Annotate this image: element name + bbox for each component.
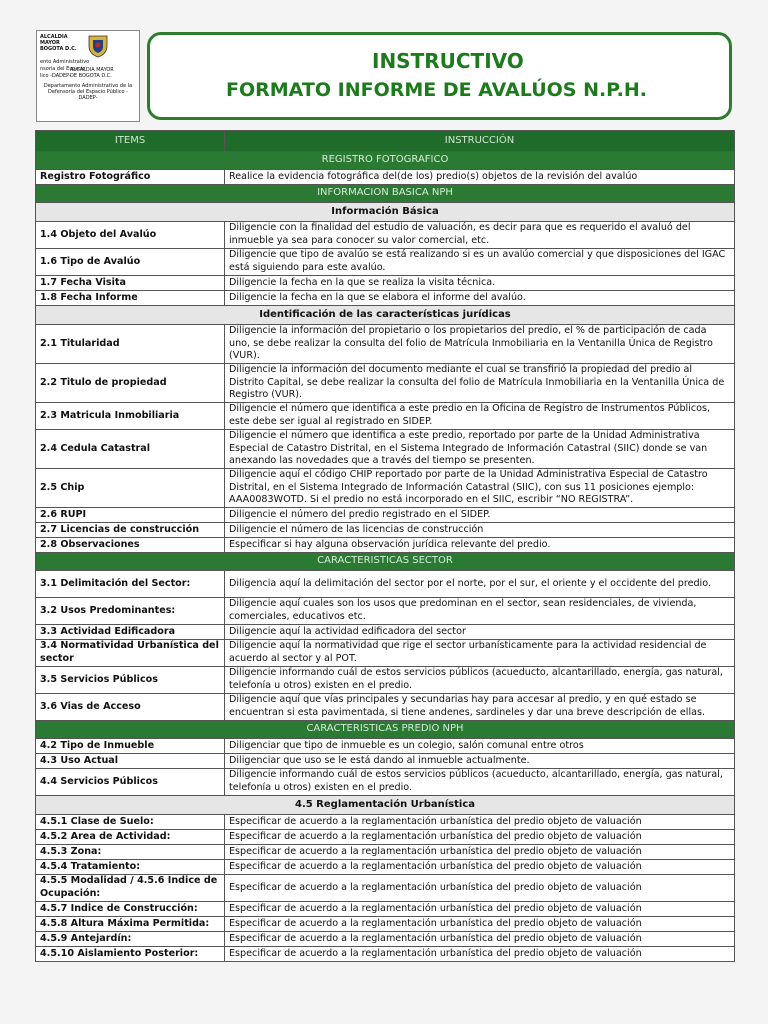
logo-org-line1: ALCALDIA MAYOR (40, 34, 68, 46)
instruction-cell: Especificar de acuerdo a la reglamentación urbanística del predio objeto de valuación (225, 830, 735, 845)
table-row (36, 815, 735, 830)
instruction-cell: Diligencie aquí el código CHIP reportado por parte de la Unidad Administrativa Especial de Catastro Distrital, en el Sistema Integrado de Información Catastral (SIIC), con sus 11 posiciones ejemplo: AAA0083WOTD. Si el predio no está incorporado en el SIIC, escribir “NO REGISTRA”. (225, 469, 735, 508)
table-row (36, 598, 735, 625)
header-items: ITEMS (36, 131, 225, 152)
section-header-row (36, 185, 735, 203)
instruction-cell: Diligencie informando cuál de estos servicios públicos (acueducto, alcantarillado, energía, gas natural, telefonía u otros) existen en el predio. (225, 769, 735, 796)
logo-department: Departamento Administrativo de la Defensoría del Espacio Público -DADEP- (43, 83, 133, 101)
document-title: INSTRUCTIVO (372, 49, 524, 73)
logo-line: ento Administrativo (40, 59, 90, 65)
item-cell: 4.5.7 Indice de Construcción: (36, 902, 225, 917)
item-cell: 4.5.10 Aislamiento Posterior: (36, 947, 225, 962)
table-header-row (36, 131, 735, 152)
table-row (36, 830, 735, 845)
table-row (36, 625, 735, 640)
table-row (36, 571, 735, 598)
item-cell: 3.1 Delimitación del Sector: (36, 571, 225, 598)
table-row (36, 739, 735, 754)
table-row (36, 947, 735, 962)
instruction-cell: Diligenciar que tipo de inmueble es un colegio, salón comunal entre otros (225, 739, 735, 754)
instruction-cell: Diligencie informando cuál de estos servicios públicos (acueducto, alcantarillado, energía, gas natural, telefonía u otros) existen en el predio. (225, 667, 735, 694)
title-box (147, 32, 732, 120)
logo-seal-line1: ALCALDIA MAYOR (70, 67, 114, 73)
coat-of-arms-icon (87, 34, 109, 58)
item-cell: 3.6 Vias de Acceso (36, 694, 225, 721)
instruction-cell: Diligencia aquí la delimitación del sector por el norte, por el sur, el oriente y el occidente del predio. (225, 571, 735, 598)
item-cell: 4.5.1 Clase de Suelo: (36, 815, 225, 830)
instruction-cell: Especificar de acuerdo a la reglamentación urbanística del predio objeto de valuación (225, 932, 735, 947)
subsection-title: Información Básica (36, 203, 735, 222)
table-row (36, 902, 735, 917)
table-row (36, 917, 735, 932)
table-row (36, 932, 735, 947)
instruction-cell: Diligencie que tipo de avalúo se está realizando si es un avalúo comercial y que disposiciones del IGAC está siguiendo para este avalúo. (225, 249, 735, 276)
instruction-cell: Realice la evidencia fotográfica del(de los) predio(s) objetos de la revisión del avalúo (225, 170, 735, 185)
item-cell: 4.5.5 Modalidad / 4.5.6 Indice de Ocupación: (36, 875, 225, 902)
table-row (36, 170, 735, 185)
item-cell: 4.5.8 Altura Máxima Permitida: (36, 917, 225, 932)
table-row (36, 276, 735, 291)
instruction-cell: Diligencie aquí la normatividad que rige el sector urbanísticamente para la actividad residencial de acuerdo al sector y al POT. (225, 640, 735, 667)
logo-seal-line2: DE BOGOTA D.C. (70, 73, 112, 79)
item-cell: 1.8 Fecha Informe (36, 291, 225, 306)
header-instruction: INSTRUCCIÓN (225, 131, 735, 152)
instruction-cell: Diligencie aquí que vías principales y secundarias hay para accesar al predio, y en qué estado se encuentran si esta pavimentada, si tiene andenes, sardineles y dar una breve descripción de ellas. (225, 694, 735, 721)
item-cell: 4.2 Tipo de Inmueble (36, 739, 225, 754)
instruction-cell: Diligencie aquí cuales son los usos que predominan en el sector, sean residenciales, de vivienda, comerciales, educativos etc. (225, 598, 735, 625)
instruction-cell: Diligencie la información del propietario o los propietarios del predio, el % de participación de cada uno, se debe realizar la consulta del folio de Matrícula Inmobiliaria en la Ventanilla Única de Registro (VUR). (225, 325, 735, 364)
section-header-row (36, 721, 735, 739)
instruction-cell: Diligencie la fecha en la que se elabora el informe del avalúo. (225, 291, 735, 306)
table-row (36, 538, 735, 553)
instruction-cell: Especificar de acuerdo a la reglamentación urbanística del predio objeto de valuación (225, 815, 735, 830)
instruction-cell: Diligencie con la finalidad del estudio de valuación, es decir para que es requerido el avaluó del inmueble ya sea para conocer su valor comercial, etc. (225, 222, 735, 249)
logo-org-line2: BOGOTA D.C. (40, 46, 77, 52)
instructions-table (35, 130, 735, 962)
item-cell: 1.4 Objeto del Avalúo (36, 222, 225, 249)
instruction-cell: Especificar de acuerdo a la reglamentación urbanística del predio objeto de valuación (225, 917, 735, 932)
item-cell: 4.5.4 Tratamiento: (36, 860, 225, 875)
table-row (36, 430, 735, 469)
table-row (36, 667, 735, 694)
instruction-cell: Diligencie aquí la actividad edificadora del sector (225, 625, 735, 640)
logo-line: nsoria del Espacio (40, 66, 86, 72)
table-row (36, 694, 735, 721)
table-row (36, 845, 735, 860)
item-cell: 1.7 Fecha Visita (36, 276, 225, 291)
section-header-row (36, 152, 735, 170)
section-title: REGISTRO FOTOGRAFICO (36, 152, 735, 170)
item-cell: 3.4 Normatividad Urbanística del sector (36, 640, 225, 667)
logo-line: lico -DADEP- (40, 73, 71, 79)
table-row (36, 860, 735, 875)
instruction-cell: Especificar de acuerdo a la reglamentación urbanística del predio objeto de valuación (225, 902, 735, 917)
item-cell: 4.5.9 Antejardín: (36, 932, 225, 947)
instruction-cell: Diligencie la fecha en la que se realiza la visita técnica. (225, 276, 735, 291)
instruction-cell: Especificar de acuerdo a la reglamentación urbanística del predio objeto de valuación (225, 860, 735, 875)
table-row (36, 769, 735, 796)
item-cell: 4.4 Servicios Públicos (36, 769, 225, 796)
item-cell: 2.1 Titularidad (36, 325, 225, 364)
institution-logo (36, 30, 140, 122)
item-cell: 2.4 Cedula Catastral (36, 430, 225, 469)
instruction-cell: Diligencie el número que identifica a este predio en la Oficina de Registro de Instrumentos Públicos, este debe ser igual al registrado en SIDEP. (225, 403, 735, 430)
table-row (36, 364, 735, 403)
item-cell: 3.2 Usos Predominantes: (36, 598, 225, 625)
item-cell: 1.6 Tipo de Avalúo (36, 249, 225, 276)
table-row (36, 523, 735, 538)
table-row (36, 754, 735, 769)
section-title: CARACTERISTICAS SECTOR (36, 553, 735, 571)
instruction-cell: Diligencie el número del predio registrado en el SIDEP. (225, 508, 735, 523)
table-row (36, 249, 735, 276)
instruction-cell: Diligencie el número de las licencias de construcción (225, 523, 735, 538)
table-row (36, 469, 735, 508)
table-row (36, 875, 735, 902)
table-row (36, 222, 735, 249)
subsection-title: Identificación de las características jurídicas (36, 306, 735, 325)
item-cell: 4.3 Uso Actual (36, 754, 225, 769)
instruction-cell: Especificar de acuerdo a la reglamentación urbanística del predio objeto de valuación (225, 947, 735, 962)
item-cell: 3.3 Actividad Edificadora (36, 625, 225, 640)
subsection-header-row (36, 796, 735, 815)
instruction-cell: Diligenciar que uso se le está dando al inmueble actualmente. (225, 754, 735, 769)
item-cell: 3.5 Servicios Públicos (36, 667, 225, 694)
item-cell: 2.5 Chip (36, 469, 225, 508)
item-cell: 2.8 Observaciones (36, 538, 225, 553)
subsection-header-row (36, 306, 735, 325)
instruction-cell: Diligencie el número que identifica a este predio, reportado por parte de la Unidad Administrativa Especial de Catastro Distrital, en el Sistema Integrado de Información Catastral (SIIC) donde se van anexando las novedades que a través del tiempo se presenten. (225, 430, 735, 469)
subsection-title: 4.5 Reglamentación Urbanística (36, 796, 735, 815)
item-cell: 2.6 RUPI (36, 508, 225, 523)
table-row (36, 508, 735, 523)
section-header-row (36, 553, 735, 571)
item-cell: 4.5.3 Zona: (36, 845, 225, 860)
item-cell: 2.3 Matricula Inmobiliaria (36, 403, 225, 430)
instruction-cell: Especificar si hay alguna observación jurídica relevante del predio. (225, 538, 735, 553)
table-row (36, 403, 735, 430)
instruction-cell: Especificar de acuerdo a la reglamentación urbanística del predio objeto de valuación (225, 845, 735, 860)
instruction-cell: Especificar de acuerdo a la reglamentación urbanística del predio objeto de valuación (225, 875, 735, 902)
table-row (36, 640, 735, 667)
item-cell: 2.7 Licencias de construcción (36, 523, 225, 538)
item-cell: Registro Fotográfico (36, 170, 225, 185)
section-title: CARACTERISTICAS PREDIO NPH (36, 721, 735, 739)
item-cell: 4.5.2 Area de Actividad: (36, 830, 225, 845)
table-row (36, 325, 735, 364)
instruction-cell: Diligencie la información del documento mediante el cual se transfirió la propiedad del predio al Distrito Capital, se debe realizar la consulta del folio de Matrícula Inmobiliaria en la Ventanilla Única de Registro (VUR). (225, 364, 735, 403)
table-row (36, 291, 735, 306)
document-subtitle: FORMATO INFORME DE AVALÚOS N.P.H. (226, 79, 647, 101)
section-title: INFORMACION BASICA NPH (36, 185, 735, 203)
subsection-header-row (36, 203, 735, 222)
item-cell: 2.2 Titulo de propiedad (36, 364, 225, 403)
